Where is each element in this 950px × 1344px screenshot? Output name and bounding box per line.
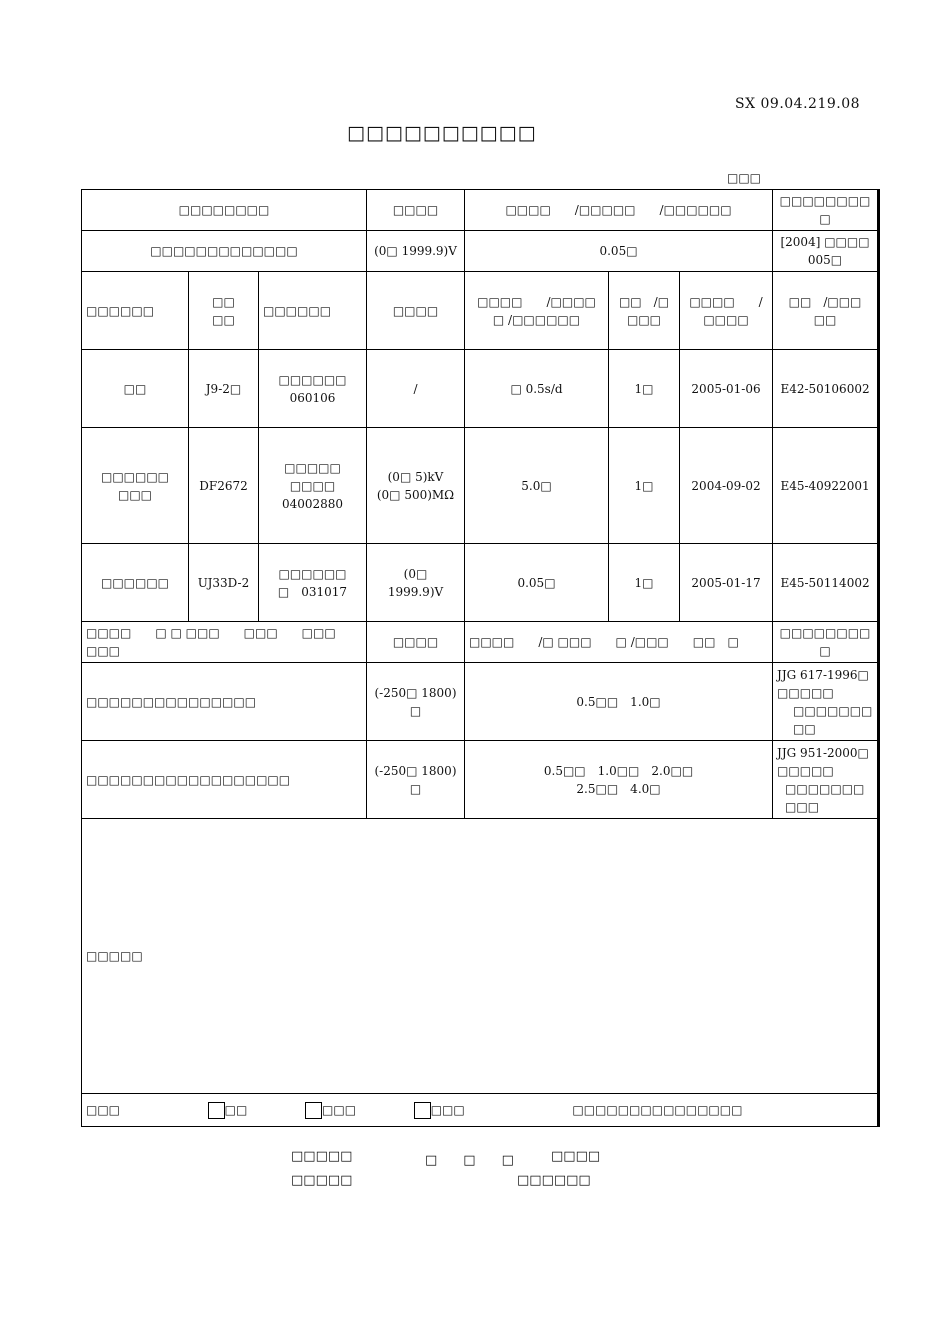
eq-date: 2004-09-02 bbox=[680, 428, 773, 544]
scope-spec: JJG 617-1996□□□□□□ □□□□□□□□□ bbox=[773, 663, 879, 741]
eq-date: 2005-01-17 bbox=[680, 544, 773, 622]
scope-header-row bbox=[82, 622, 879, 663]
checkbox-option-3[interactable] bbox=[414, 1102, 431, 1119]
checkbox-option-2[interactable] bbox=[305, 1102, 322, 1119]
footer-options bbox=[82, 1094, 879, 1127]
std-value-range: (0□ 1999.9)V bbox=[367, 231, 465, 272]
signature-line-1-left: □□□□□ bbox=[291, 1149, 353, 1164]
remarks-row bbox=[82, 819, 879, 1094]
scope-range: (-250□ 1800)□ bbox=[367, 663, 465, 741]
option-1-label: □□ bbox=[224, 1103, 248, 1117]
eq-count: 1□ bbox=[609, 350, 680, 428]
eq-serial: □□□□□□ □ 031017 bbox=[259, 544, 367, 622]
std-header-range: □□□□ bbox=[367, 190, 465, 231]
scope-header-range: □□□□ bbox=[367, 622, 465, 663]
eq-serial: □□□□□ □□□□ 04002880 bbox=[259, 428, 367, 544]
standard-header-row bbox=[82, 190, 879, 231]
page-label: □□□ bbox=[727, 171, 762, 185]
checkbox-option-1[interactable] bbox=[208, 1102, 225, 1119]
std-value-cert: [2004] □□□□ 005□ bbox=[773, 231, 879, 272]
eq-header-accuracy: □□□□ /□□□□ □ /□□□□□□ bbox=[465, 272, 609, 350]
eq-model: UJ33D-2 bbox=[189, 544, 259, 622]
eq-range: (0□ 5)kV (0□ 500)MΩ bbox=[367, 428, 465, 544]
eq-header-serial: □□□□□□ bbox=[259, 272, 367, 350]
standard-value-row bbox=[82, 231, 879, 272]
footer-label: □□□ bbox=[86, 1103, 121, 1117]
eq-count: 1□ bbox=[609, 428, 680, 544]
eq-accuracy: □ 0.5s/d bbox=[465, 350, 609, 428]
eq-header-model: □□ □□ bbox=[189, 272, 259, 350]
signature-line-1-right: □□□□ bbox=[551, 1149, 601, 1164]
eq-model: DF2672 bbox=[189, 428, 259, 544]
equipment-header-row bbox=[82, 272, 879, 350]
option-2-label: □□□ bbox=[322, 1103, 357, 1117]
std-header-cert: □□□□□□□□□ bbox=[773, 190, 879, 231]
table-row bbox=[82, 428, 879, 544]
eq-cert: E45-50114002 bbox=[773, 544, 879, 622]
eq-range: / bbox=[367, 350, 465, 428]
eq-header-cert: □□ /□□□ □□ bbox=[773, 272, 879, 350]
scope-range: (-250□ 1800)□ bbox=[367, 741, 465, 819]
eq-model: J9-2□ bbox=[189, 350, 259, 428]
eq-header-range: □□□□ bbox=[367, 272, 465, 350]
scope-item: □□□□□□□□□□□□□□□□□□ bbox=[82, 741, 367, 819]
std-value-accuracy: 0.05□ bbox=[465, 231, 773, 272]
eq-accuracy: 5.0□ bbox=[465, 428, 609, 544]
eq-header-name: □□□□□□ bbox=[82, 272, 189, 350]
signature-line-2-left: □□□□□ bbox=[291, 1173, 353, 1188]
scope-item: □□□□□□□□□□□□□□□ bbox=[82, 663, 367, 741]
eq-header-date: □□□□ / □□□□ bbox=[680, 272, 773, 350]
eq-header-count: □□ /□ □□□ bbox=[609, 272, 680, 350]
eq-cert: E45-40922001 bbox=[773, 428, 879, 544]
scope-spec: JJG 951-2000□□□□□□ □□□□□□□□□□ bbox=[773, 741, 879, 819]
std-value-name: □□□□□□□□□□□□□ bbox=[82, 231, 367, 272]
table-row bbox=[82, 350, 879, 428]
eq-serial: □□□□□□ 060106 bbox=[259, 350, 367, 428]
signature-line-2-right: □□□□□□ bbox=[517, 1173, 591, 1188]
remarks-label: □□□□□ bbox=[82, 819, 879, 1094]
footer-options-row bbox=[82, 1094, 879, 1127]
eq-accuracy: 0.05□ bbox=[465, 544, 609, 622]
record-table bbox=[81, 189, 894, 1127]
std-header-accuracy: □□□□ /□□□□□ /□□□□□□ bbox=[465, 190, 773, 231]
scope-header-spec: □□□□□□□□□ bbox=[773, 622, 879, 663]
eq-count: 1□ bbox=[609, 544, 680, 622]
document-code: SX 09.04.219.08 bbox=[735, 96, 861, 112]
table-row bbox=[82, 663, 879, 741]
eq-range: (0□ 1999.9)V bbox=[367, 544, 465, 622]
option-3-label: □□□ bbox=[430, 1103, 465, 1117]
scope-accuracy: 0.5□□ 1.0□□ 2.0□□ 2.5□□ 4.0□ bbox=[465, 741, 773, 819]
table-row bbox=[82, 741, 879, 819]
scope-header-item: □□□□ □ □ □□□ □□□ □□□ □□□ bbox=[82, 622, 367, 663]
scope-accuracy: 0.5□□ 1.0□ bbox=[465, 663, 773, 741]
eq-name: □□ bbox=[82, 350, 189, 428]
signature-line-1-date: □ □ □ bbox=[425, 1153, 514, 1168]
footer-note: □□□□□□□□□□□□□□□ bbox=[572, 1103, 743, 1117]
eq-date: 2005-01-06 bbox=[680, 350, 773, 428]
table-row bbox=[82, 544, 879, 622]
std-header-name: □□□□□□□□ bbox=[82, 190, 367, 231]
eq-name: □□□□□□ bbox=[82, 544, 189, 622]
scope-header-accuracy: □□□□ /□ □□□ □ /□□□ □□ □ bbox=[465, 622, 773, 663]
eq-name: □□□□□□ □□□ bbox=[82, 428, 189, 544]
page-title: □□□□□□□□□□ bbox=[347, 122, 537, 144]
eq-cert: E42-50106002 bbox=[773, 350, 879, 428]
